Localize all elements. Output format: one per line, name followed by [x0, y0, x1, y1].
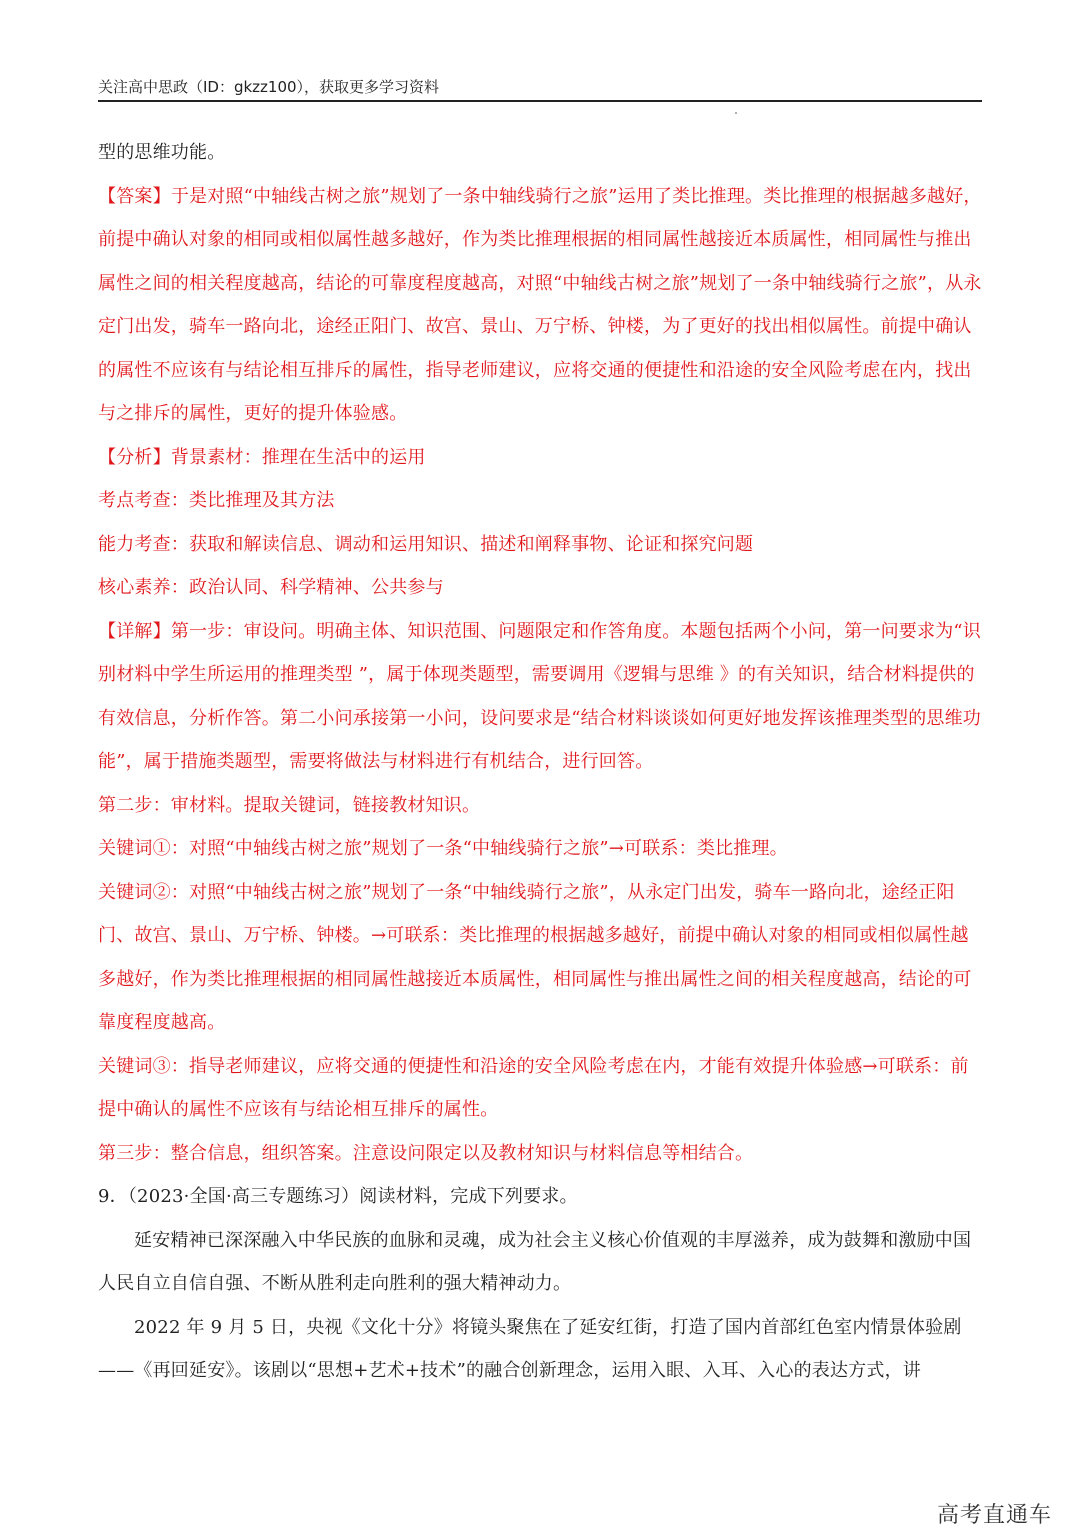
detail-tag: 【详解】: [98, 620, 171, 642]
core-literacy-line: 核心素养：政治认同、科学精神、公共参与: [98, 577, 444, 598]
paragraph-0: 型的思维功能。: [98, 142, 226, 163]
keyword-3-paragraph: 关键词③：指导老师建议，应将交通的便捷性和沿途的安全风险考虑在内，才能有效提升体验感→可联系：前提中确认的属性不应该有与结论相互排斥的属性。: [98, 1055, 969, 1120]
document-body: [98, 131, 982, 1393]
keyword-2-paragraph: 关键词②：对照“中轴线古树之旅”规划了一条“中轴线骑行之旅”，从永定门出发，骑车一路向北，途经正阳门、故宫、景山、万宁桥、钟楼。→可联系：类比推理的根据越多越好，前提中确认对象的相同或相似属性越多越好，作为类比推理根据的相同属性越接近本质属性，相同属性与推出属性之间的相关程度越高，结论的可靠度程度越高。: [98, 881, 972, 1033]
material-paragraph-2: 2022 年 9 月 5 日，央视《文化十分》将镜头聚焦在了延安红街，打造了国内首部红色室内情景体验剧——《再回延安》。该剧以“思想+艺术+技术”的融合创新理念，运用入眼、入耳、入心的表达方式，讲: [98, 1316, 962, 1381]
page-header: 关注高中思政（ID：gkzz100），获取更多学习资料: [98, 78, 440, 96]
step-three-line: 第三步：整合信息，组织答案。注意设问限定以及教材知识与材料信息等相结合。: [98, 1142, 754, 1164]
detail-paragraph: 【详解】第一步：审设问。明确主体、知识范围、问题限定和作答角度。本题包括两个小问，第一问要求为“识别材料中学生所运用的推理类型 ”，属于体现类题型，需要调用《逻辑与思维 》的有关知识，结合材料提供的有效信息，分析作答。第二小问承接第一小问，设问要求是“结合材料谈谈如何更好地发挥该推理类型的思维功能”，属于措施类题型，需要将做法与材料进行有机结合，进行回答。: [98, 620, 982, 772]
header-rule: [98, 100, 982, 102]
step-two-line: 第二步：审材料。提取关键词，链接教材知识。: [98, 794, 481, 816]
answer-paragraph: 【答案】于是对照“中轴线古树之旅”规划了一条中轴线骑行之旅”运用了类比推理。类比推理的根据越多越好，前提中确认对象的相同或相似属性越多越好，作为类比推理根据的相同属性越接近本质属性，相同属性与推出属性之间的相关程度越高，结论的可靠度程度越高，对照“中轴线古树之旅”规划了一条中轴线骑行之旅”，从永定门出发，骑车一路向北，途经正阳门、故宫、景山、万宁桥、钟楼，为了更好的找出相似属性。前提中确认的属性不应该有与结论相互排斥的属性，指导老师建议，应将交通的便捷性和沿途的安全风险考虑在内，找出与之排斥的属性，更好的提升体验感。: [98, 185, 982, 424]
analysis-paragraph: 【分析】背景素材：推理在生活中的运用: [98, 446, 426, 468]
exam-point-line: 考点考查：类比推理及其方法: [98, 490, 335, 511]
answer-tag: 【答案】: [98, 185, 171, 207]
keyword-1-line: 关键词①：对照“中轴线古树之旅”规划了一条“中轴线骑行之旅”→可联系：类比推理。: [98, 838, 788, 859]
watermark: 高考直通车: [936, 1503, 1052, 1528]
stray-dot: [735, 112, 737, 114]
ability-line: 能力考查：获取和解读信息、调动和运用知识、描述和阐释事物、论证和探究问题: [98, 533, 754, 555]
question-9-title: 9．（2023·全国·高三专题练习）阅读材料，完成下列要求。: [98, 1186, 578, 1207]
material-paragraph-1: 延安精神已深深融入中华民族的血脉和灵魂，成为社会主义核心价值观的丰厚滋养，成为鼓舞和激励中国人民自立自信自强、不断从胜利走向胜利的强大精神动力。: [98, 1229, 972, 1294]
analysis-tag: 【分析】: [98, 446, 171, 468]
